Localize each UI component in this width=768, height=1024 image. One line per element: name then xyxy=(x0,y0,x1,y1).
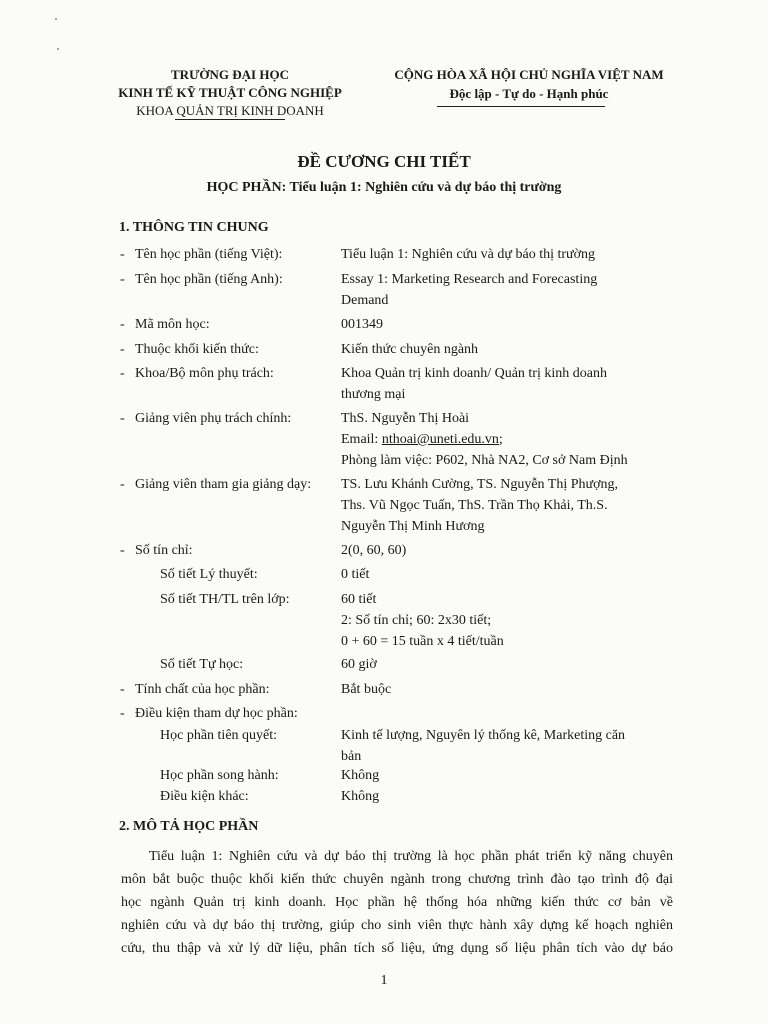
bullet-dash: - xyxy=(120,706,125,721)
page-number: 1 xyxy=(380,973,388,988)
description-line: học ngành Quản trị kinh doanh. Học phần hệ thống hóa những kiến thức cơ bản về xyxy=(121,895,673,910)
field-label: Giảng viên tham gia giảng dạy: xyxy=(135,477,312,492)
field-value: ThS. Nguyễn Thị Hoài xyxy=(341,411,470,426)
bullet-dash: - xyxy=(120,366,125,381)
field-label: Điều kiện khác: xyxy=(160,789,249,804)
field-label: Thuộc khối kiến thức: xyxy=(135,342,259,357)
university-line-2: KINH TẾ KỸ THUẬT CÔNG NGHIỆP xyxy=(118,85,342,100)
field-label: Số tiết Lý thuyết: xyxy=(160,567,258,582)
description-paragraph xyxy=(121,845,673,960)
header-left-rule xyxy=(175,119,285,120)
document-subtitle: HỌC PHẦN: Tiểu luận 1: Nghiên cứu và dự báo thị trường xyxy=(206,180,562,195)
scan-speck xyxy=(55,18,57,20)
field-label: Học phần song hành: xyxy=(160,768,279,783)
document-title: ĐỀ CƯƠNG CHI TIẾT xyxy=(297,152,471,171)
bullet-dash: - xyxy=(120,543,125,558)
description-line: môn bắt buộc thuộc khối kiến thức chuyên ngành trong chương trình đào tạo trình độ đại xyxy=(121,872,673,887)
email-line xyxy=(341,432,503,448)
field-label: Tên học phần (tiếng Anh): xyxy=(135,272,283,287)
field-value: 60 giờ xyxy=(341,657,377,672)
field-label: Số tín chỉ: xyxy=(135,543,193,558)
field-value: thương mại xyxy=(341,387,406,402)
field-value: Khoa Quản trị kinh doanh/ Quản trị kinh doanh xyxy=(341,366,607,381)
bullet-dash: - xyxy=(120,411,125,426)
field-value: Không xyxy=(341,789,380,804)
description-line: cứu, thu thập và xử lý dữ liệu, phân tích số liệu, ứng dụng số liệu phân tích vào dự báo xyxy=(121,941,673,956)
field-value: Ths. Vũ Ngọc Tuấn, ThS. Trần Thọ Khải, Th.S. xyxy=(341,498,608,513)
field-value: Kinh tế lượng, Nguyên lý thống kê, Marketing căn xyxy=(341,728,626,743)
bullet-dash: - xyxy=(120,342,125,357)
field-label: Số tiết TH/TL trên lớp: xyxy=(160,592,290,607)
section-1-heading: 1. THÔNG TIN CHUNG xyxy=(119,220,269,235)
field-label: Số tiết Tự học: xyxy=(160,657,244,672)
field-label: Mã môn học: xyxy=(135,317,210,332)
bullet-dash: - xyxy=(120,477,125,492)
field-value: 0 + 60 = 15 tuần x 4 tiết/tuần xyxy=(341,634,504,649)
field-label: Tên học phần (tiếng Việt): xyxy=(135,247,283,262)
field-label: Giảng viên phụ trách chính: xyxy=(135,411,292,426)
description-line: Tiểu luận 1: Nghiên cứu và dự báo thị trường là học phần phát triển kỹ năng chuyên xyxy=(149,849,673,864)
field-value: Demand xyxy=(341,293,389,308)
field-value: Tiểu luận 1: Nghiên cứu và dự báo thị trường xyxy=(341,247,596,262)
email-suffix: ; xyxy=(498,432,503,447)
bullet-dash: - xyxy=(120,247,125,262)
bullet-dash: - xyxy=(120,317,125,332)
scan-speck xyxy=(57,48,59,50)
university-line-1: TRƯỜNG ĐẠI HỌC xyxy=(171,67,289,82)
field-value: Nguyễn Thị Minh Hương xyxy=(341,519,485,534)
field-label: Khoa/Bộ môn phụ trách: xyxy=(135,366,274,381)
email-link[interactable]: nthoai@uneti.edu.vn xyxy=(381,432,499,447)
bullet-dash: - xyxy=(120,682,125,697)
field-value: 60 tiết xyxy=(341,592,377,607)
description-line: nghiên cứu và dự báo thị trường, giúp cho sinh viên thực hành xây dựng kế hoạch nghiên xyxy=(121,918,673,933)
field-label: Tính chất của học phần: xyxy=(135,682,270,697)
field-label: Điều kiện tham dự học phần: xyxy=(135,706,298,721)
motto: Độc lập - Tự do - Hạnh phúc xyxy=(449,86,609,101)
field-value: TS. Lưu Khánh Cường, TS. Nguyễn Thị Phượng, xyxy=(341,477,619,492)
email-prefix: Email: xyxy=(341,432,382,447)
field-value: Essay 1: Marketing Research and Forecasting xyxy=(341,272,598,287)
office-location: Phòng làm việc: P602, Nhà NA2, Cơ sở Nam Định xyxy=(341,453,628,468)
faculty-name: KHOA QUẢN TRỊ KINH DOANH xyxy=(136,103,324,118)
section-2-heading: 2. MÔ TẢ HỌC PHẦN xyxy=(119,819,259,834)
field-value: 2: Số tín chỉ; 60: 2x30 tiết; xyxy=(341,613,492,628)
field-value: Bắt buộc xyxy=(341,682,392,697)
field-value: 0 tiết xyxy=(341,567,370,582)
country-name: CỘNG HÒA XÃ HỘI CHỦ NGHĨA VIỆT NAM xyxy=(394,67,664,82)
field-value: bản xyxy=(341,749,362,764)
field-label: Học phần tiên quyết: xyxy=(160,728,278,743)
field-value: 2(0, 60, 60) xyxy=(341,543,407,558)
field-value: 001349 xyxy=(341,317,383,332)
field-value: Kiến thức chuyên ngành xyxy=(341,342,479,357)
header-right-rule xyxy=(437,106,605,107)
bullet-dash: - xyxy=(120,272,125,287)
field-value: Không xyxy=(341,768,380,783)
